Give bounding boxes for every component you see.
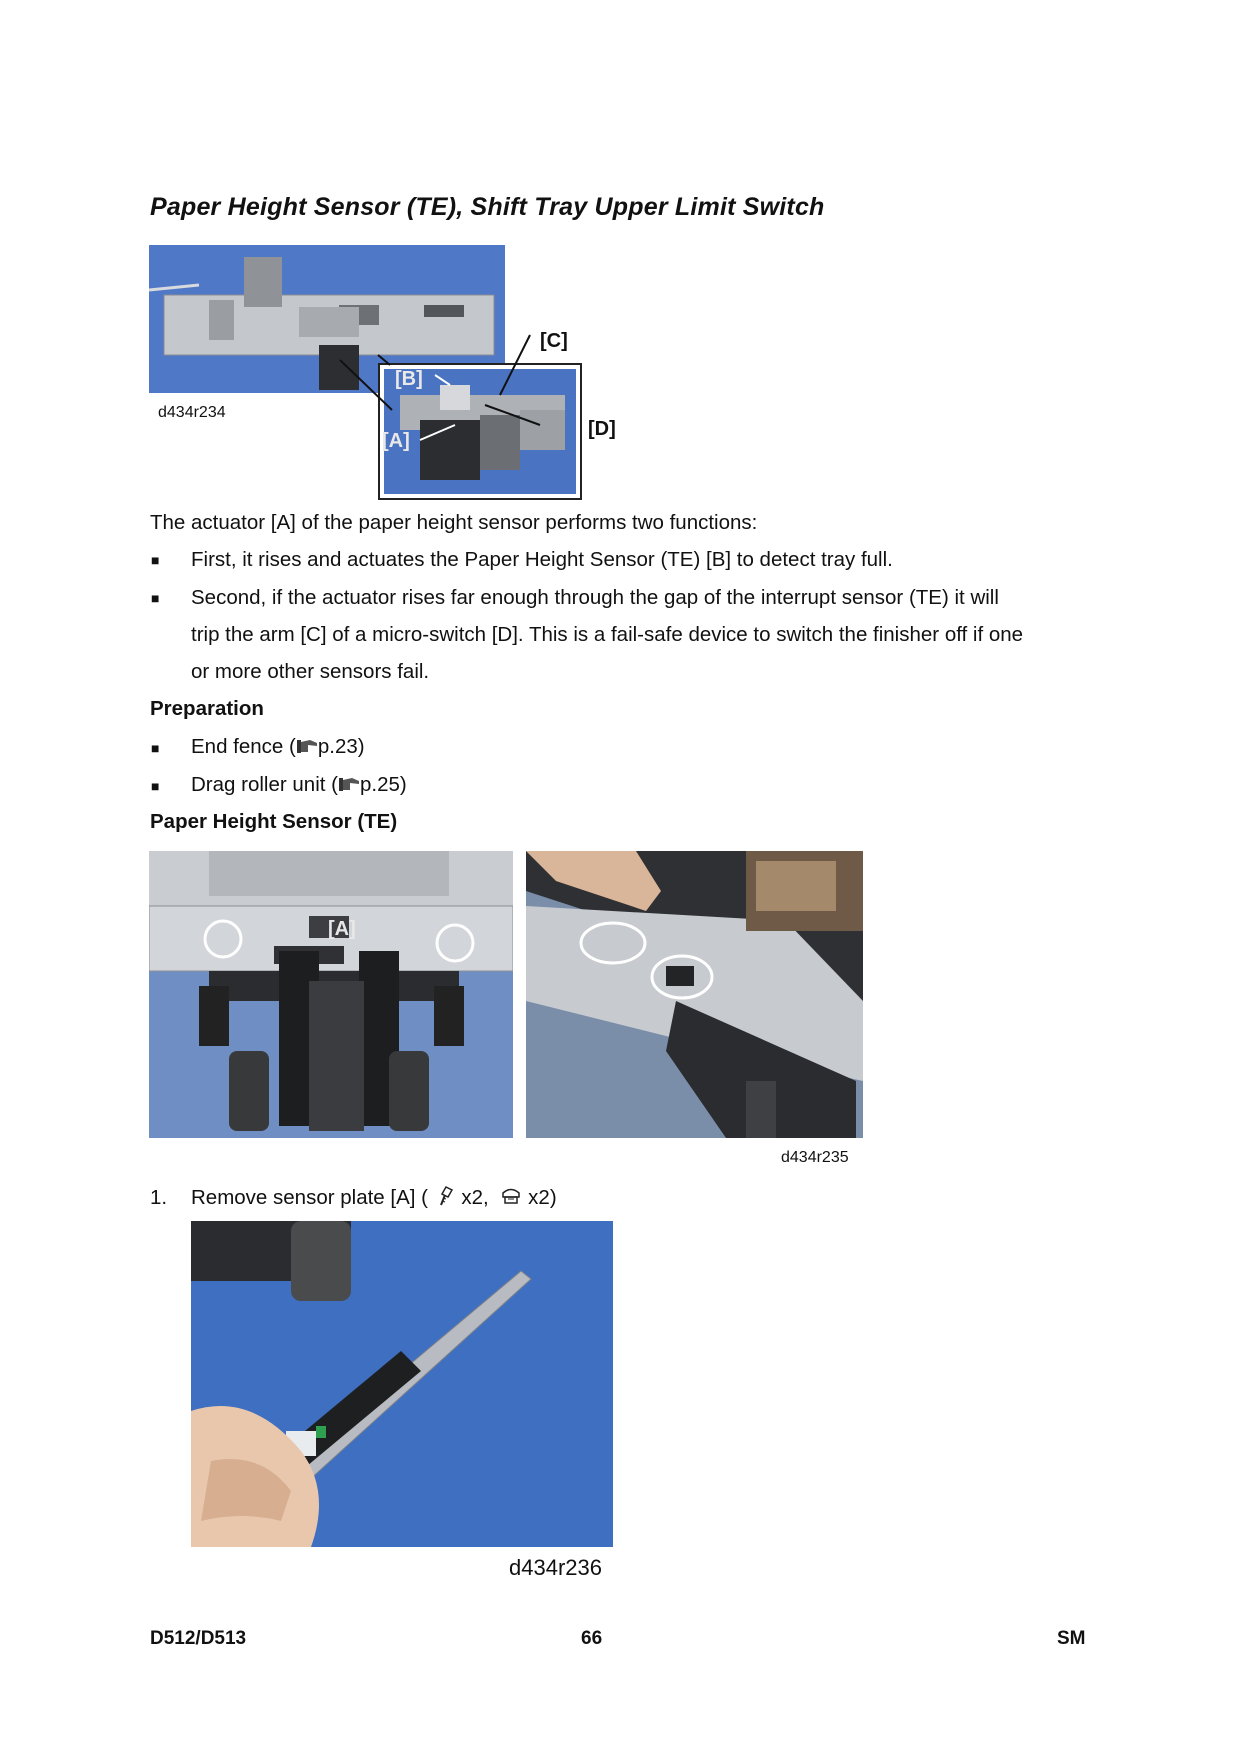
section-heading-paper-height-sensor: Paper Height Sensor (TE) (150, 810, 398, 833)
pointing-hand-icon (296, 737, 318, 755)
preparation-item-label: Drag roller unit ( (191, 773, 338, 796)
function-item-2-line3: or more other sensors fail. (191, 660, 430, 683)
preparation-item-label: End fence ( (191, 735, 296, 758)
footer-model: D512/D513 (150, 1628, 247, 1649)
harness-clamp-icon (500, 1185, 522, 1207)
figure2-id: d434r235 (781, 1149, 849, 1166)
figure-sensor-plate-front-photo (149, 851, 513, 1138)
callout-c: [C] (540, 330, 568, 352)
figure3-id: d434r236 (509, 1555, 602, 1580)
step-1-number: 1. (150, 1186, 168, 1209)
step-1-text (191, 1179, 557, 1216)
sensor-plate-front-art (149, 851, 513, 1138)
footer-manual-type: SM (1057, 1628, 1086, 1649)
footer-page-number: 66 (581, 1628, 603, 1649)
callout-d: [D] (588, 418, 616, 440)
clamp-count: x2) (528, 1186, 557, 1209)
sensor-plate-angle-art (526, 851, 863, 1138)
bullet-marker: ■ (151, 778, 160, 794)
bullet-marker: ■ (151, 590, 160, 606)
figure-sensor-plate-angle-photo (526, 851, 863, 1138)
bullet-marker: ■ (151, 740, 160, 756)
removed-sensor-plate-art (191, 1221, 613, 1547)
page-reference-link[interactable]: p.25) (359, 773, 407, 796)
function-item-1: First, it rises and actuates the Paper Height Sensor (TE) [B] to detect tray full. (191, 548, 893, 571)
figure2-callout-a: [A] (328, 918, 356, 940)
screw-count: x2, (461, 1186, 489, 1209)
figure1-id: d434r234 (158, 404, 226, 421)
page-reference-link[interactable]: p.23) (317, 735, 365, 758)
pointing-hand-icon (338, 775, 360, 793)
intro-paragraph: The actuator [A] of the paper height sensor performs two functions: (150, 511, 758, 534)
step-1-instruction: Remove sensor plate [A] ( (191, 1186, 428, 1209)
callout-a: [A] (382, 430, 410, 452)
preparation-item-end-fence (191, 728, 365, 765)
callout-b: [B] (395, 368, 423, 390)
function-item-2-line2: trip the arm [C] of a micro-switch [D]. This is a fail-safe device to switch the finisher off if one (191, 623, 1024, 646)
figure-removed-sensor-plate-photo (191, 1221, 613, 1547)
screw-icon (434, 1185, 456, 1207)
page-title: Paper Height Sensor (TE), Shift Tray Upper Limit Switch (150, 193, 825, 221)
bullet-marker: ■ (151, 552, 160, 568)
preparation-item-drag-roller (191, 766, 407, 803)
preparation-heading: Preparation (150, 697, 264, 720)
function-item-2-line1: Second, if the actuator rises far enough through the gap of the interrupt sensor (TE) it will (191, 586, 999, 609)
